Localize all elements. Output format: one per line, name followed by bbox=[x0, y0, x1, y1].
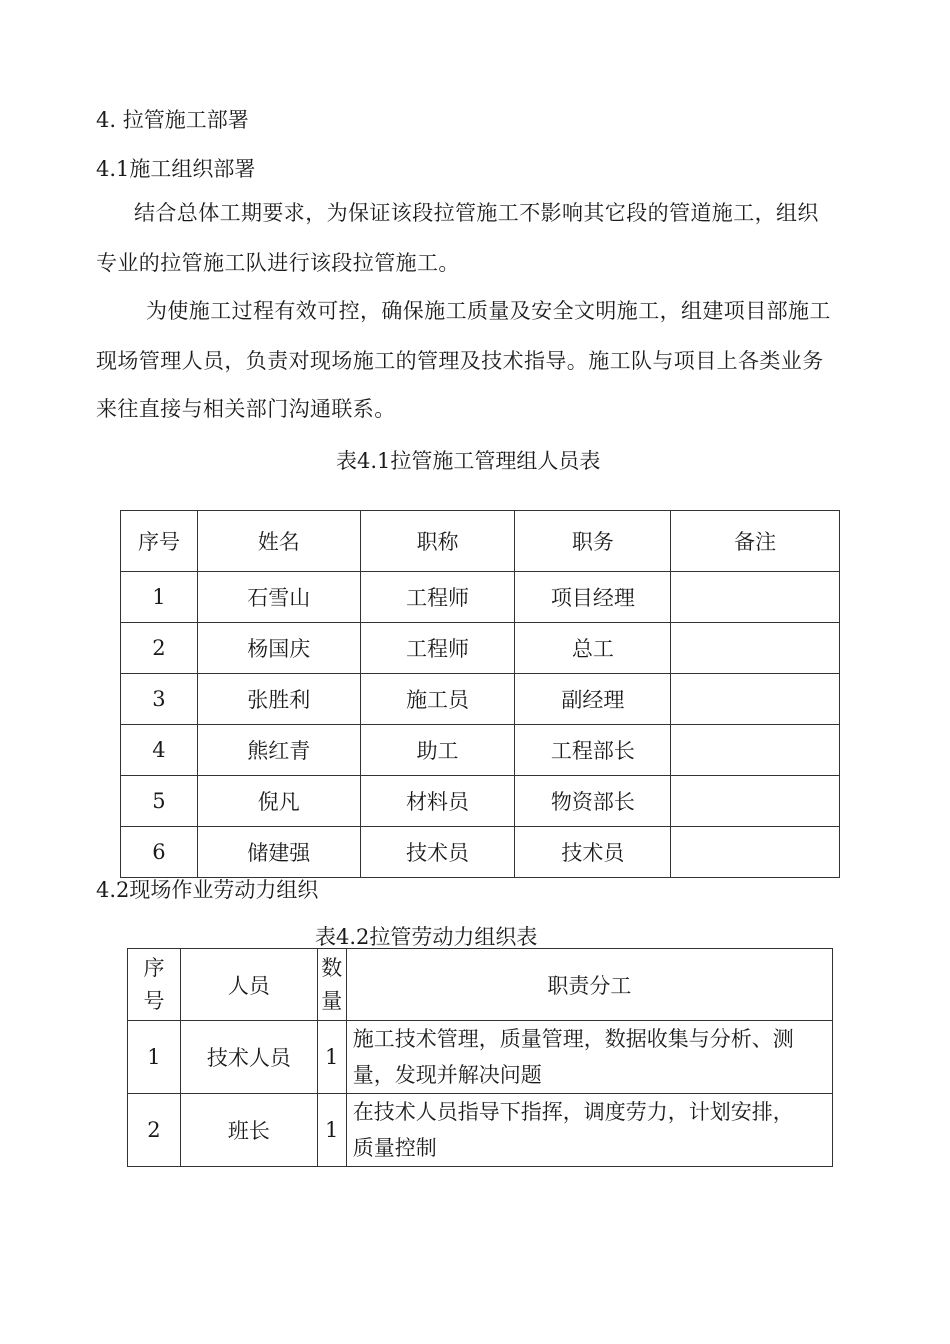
header-cell-seq: 序号 bbox=[121, 511, 198, 572]
duty-line-2: 量，发现并解决问题 bbox=[352, 1063, 542, 1087]
paragraph-2-line-3: 来往直接与相关部门沟通联系。 bbox=[96, 397, 396, 421]
section-heading-4-2: 4.2现场作业劳动力组织 bbox=[96, 878, 319, 902]
paragraph-1-line-2: 专业的拉管施工队进行该段拉管施工。 bbox=[96, 251, 460, 275]
table-cell: 5 bbox=[121, 776, 198, 827]
table-cell-duty bbox=[346, 1094, 832, 1167]
table-row bbox=[121, 776, 840, 827]
table-cell: 技术员 bbox=[360, 827, 515, 878]
table-2-caption: 表4.2拉管劳动力组织表 bbox=[315, 925, 538, 949]
table-cell: 2 bbox=[121, 623, 198, 674]
header-cell-position: 职务 bbox=[515, 511, 671, 572]
table-cell: 技术员 bbox=[515, 827, 671, 878]
table-row bbox=[121, 623, 840, 674]
table-cell: 石雪山 bbox=[197, 572, 360, 623]
header-cell-seq bbox=[128, 949, 181, 1021]
section-heading-4-1: 4.1施工组织部署 bbox=[96, 157, 256, 181]
table-cell: 2 bbox=[128, 1094, 181, 1167]
table-cell bbox=[671, 674, 840, 725]
table-row bbox=[128, 1021, 833, 1094]
table-cell: 总工 bbox=[515, 623, 671, 674]
paragraph-2-line-1: 为使施工过程有效可控，确保施工质量及安全文明施工，组建项目部施工 bbox=[146, 299, 831, 323]
table-cell: 1 bbox=[121, 572, 198, 623]
section-heading-4: 4. 拉管施工部署 bbox=[96, 108, 249, 132]
table-cell: 1 bbox=[317, 1021, 346, 1094]
labor-table bbox=[127, 948, 833, 1167]
table-row bbox=[121, 827, 840, 878]
header-qty-line-1: 数 bbox=[321, 955, 343, 980]
table-cell bbox=[671, 776, 840, 827]
table-cell: 班长 bbox=[180, 1094, 317, 1167]
duty-line-1: 施工技术管理，质量管理，数据收集与分析、测 bbox=[352, 1027, 794, 1051]
table-cell-duty bbox=[346, 1021, 832, 1094]
table-cell bbox=[671, 572, 840, 623]
table-cell: 1 bbox=[317, 1094, 346, 1167]
table-cell: 工程师 bbox=[360, 572, 515, 623]
table-cell: 工程师 bbox=[360, 623, 515, 674]
table-row bbox=[121, 725, 840, 776]
table-row bbox=[128, 1094, 833, 1167]
table-cell: 物资部长 bbox=[515, 776, 671, 827]
table-cell: 助工 bbox=[360, 725, 515, 776]
table-cell: 3 bbox=[121, 674, 198, 725]
table-header-row bbox=[128, 949, 833, 1021]
header-seq-line-2: 号 bbox=[143, 988, 165, 1013]
table-cell: 杨国庆 bbox=[197, 623, 360, 674]
paragraph-2-line-2: 现场管理人员，负责对现场施工的管理及技术指导。施工队与项目上各类业务 bbox=[96, 349, 824, 373]
table-1-caption: 表4.1拉管施工管理组人员表 bbox=[336, 449, 601, 473]
table-cell: 副经理 bbox=[515, 674, 671, 725]
table-cell: 1 bbox=[128, 1021, 181, 1094]
table-cell: 施工员 bbox=[360, 674, 515, 725]
header-cell-remark: 备注 bbox=[671, 511, 840, 572]
table-header-row bbox=[121, 511, 840, 572]
table-cell: 倪凡 bbox=[197, 776, 360, 827]
header-cell-duty: 职责分工 bbox=[346, 949, 832, 1021]
table-cell: 张胜利 bbox=[197, 674, 360, 725]
header-cell-qty bbox=[317, 949, 346, 1021]
duty-line-2: 质量控制 bbox=[352, 1136, 437, 1160]
table-cell: 项目经理 bbox=[515, 572, 671, 623]
table-row bbox=[121, 572, 840, 623]
table-cell: 6 bbox=[121, 827, 198, 878]
table-cell: 熊红青 bbox=[197, 725, 360, 776]
table-cell bbox=[671, 827, 840, 878]
header-cell-title: 职称 bbox=[360, 511, 515, 572]
table-cell: 材料员 bbox=[360, 776, 515, 827]
table-cell: 储建强 bbox=[197, 827, 360, 878]
header-cell-person: 人员 bbox=[180, 949, 317, 1021]
header-qty-line-2: 量 bbox=[321, 988, 343, 1013]
table-cell: 4 bbox=[121, 725, 198, 776]
duty-line-1: 在技术人员指导下指挥，调度劳力，计划安排， bbox=[352, 1100, 794, 1124]
header-seq-line-1: 序 bbox=[143, 955, 165, 980]
table-row bbox=[121, 674, 840, 725]
paragraph-1-line-1: 结合总体工期要求，为保证该段拉管施工不影响其它段的管道施工，组织 bbox=[134, 201, 819, 225]
header-cell-name: 姓名 bbox=[197, 511, 360, 572]
table-cell bbox=[671, 623, 840, 674]
table-cell: 技术人员 bbox=[180, 1021, 317, 1094]
table-cell: 工程部长 bbox=[515, 725, 671, 776]
staff-table bbox=[120, 510, 840, 878]
table-cell bbox=[671, 725, 840, 776]
